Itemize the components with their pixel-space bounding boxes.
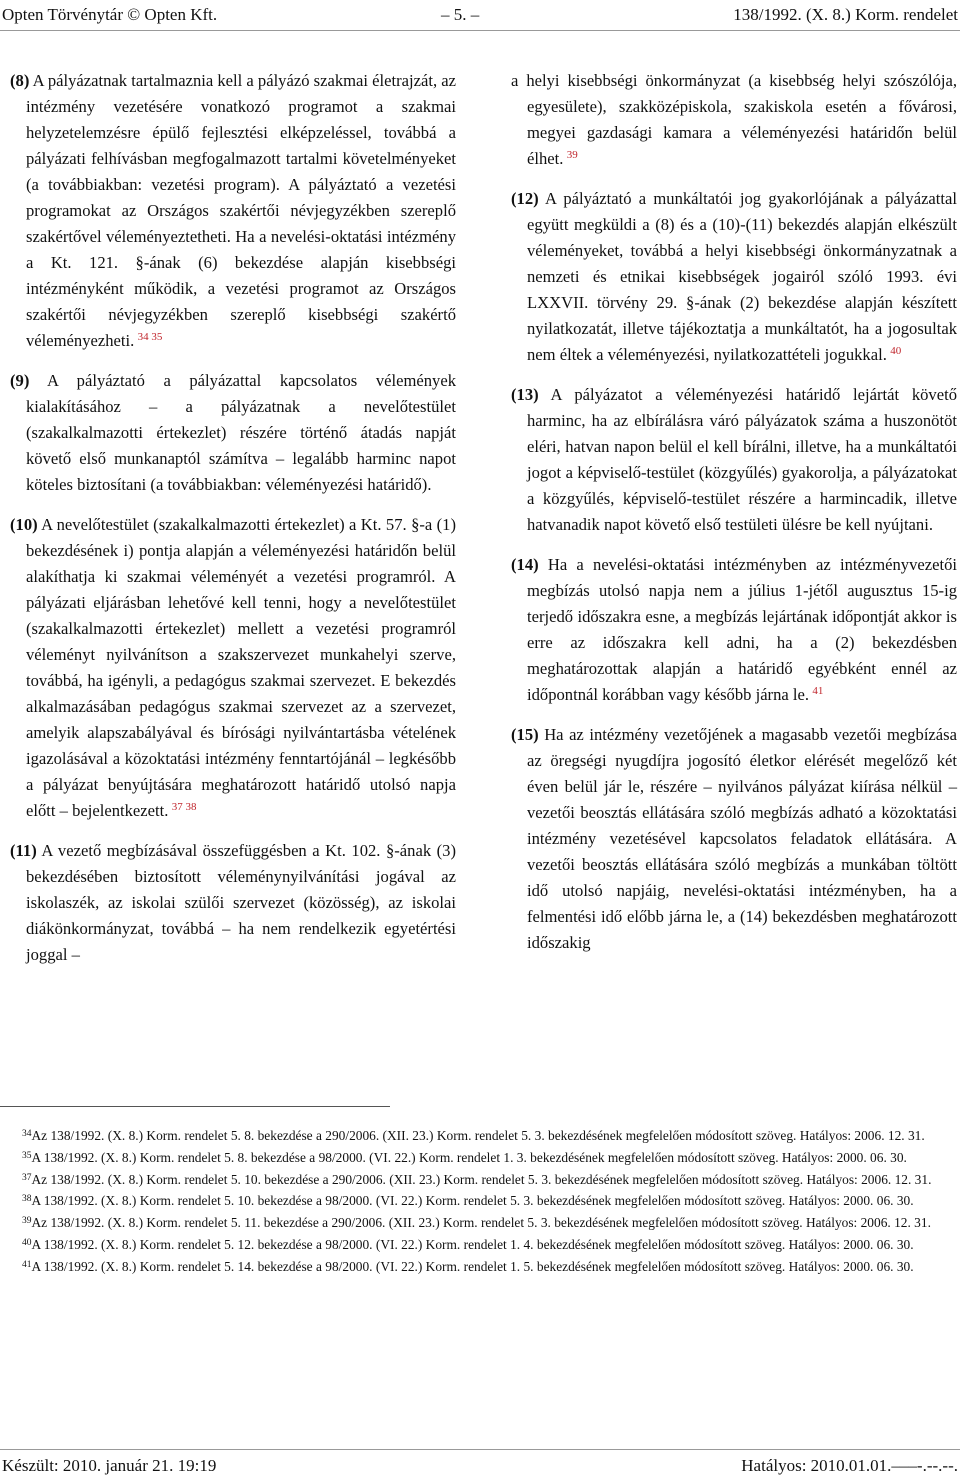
footnote-number: 41 (22, 1259, 32, 1270)
footnote-number: 38 (22, 1194, 32, 1205)
paragraph (511, 68, 957, 172)
footnote-number: 34 (22, 1129, 32, 1139)
paragraph-text: A nevelőtestület (szakalkalmazotti értekezlet) a Kt. 57. §-a (1) bekezdésének i) pontja alapján a véleményezési határidőn belül alakíthatja ki szakmai véleményét a vezetési programról. A pályázati eljárásban lehetővé kell tenni, hogy a nevelőtestület (szakalkalmazotti értekezlet) mellett a vezetési programról véleményt nyilvánítson a szakszervezet munkahelyi szerve, továbbá, ha igényli, a pedagógus szakmai szervezet. E bekezdés alkalmazásában pedagógus szakmai szervezet az a szervezet, amelyik alapszabályával és bírósági nyilvántartásba vételének igazolásával a közoktatási intézmény fenntartójánál – legkésőbb a pályázat benyújtására meghatározott határidő utolsó napja előtt – bejelentkezett. (26, 515, 457, 820)
footnote-number: 37 (22, 1172, 32, 1183)
footnote-reference-link[interactable]: 37 38 (171, 801, 197, 813)
footnote-reference-link[interactable]: 40 (890, 345, 902, 357)
footnote-rule (0, 1106, 390, 1107)
paragraph (10, 368, 456, 498)
paragraph-number: (14) (511, 555, 539, 574)
paragraph (10, 68, 456, 354)
footnote-reference-link[interactable]: 34 35 (137, 331, 163, 343)
footnote-text: Az 138/1992. (X. 8.) Korm. rendelet 5. 10. bekezdése a 290/2006. (XII. 23.) Korm. rendelet 5. 3. bekezdésének megfelelően módosított szöveg. Hatályos: 2006. 12. 31. (31, 1171, 932, 1187)
paragraph-number: (10) (10, 515, 38, 534)
paragraph-text: A pályázatot a véleményezési határidő lejártát követő harminc, ha az elbírálásra váró pályázatok száma a huszonötöt eléri, hatvan napon belül el kell bírálni, illetve, ha a munkáltatói jogot a képviselő-testület (közgyűlés) gyakorolja, a pályázatokat a közgyűlés, képviselő-testület részére a harmincadik, illetve hatvanadik napot követő első testületi ülésre be kell nyújtani. (527, 385, 958, 534)
footnote (2, 1150, 957, 1166)
paragraph (511, 382, 957, 538)
header-rule (0, 30, 960, 31)
paragraph-number: (13) (511, 385, 539, 404)
paragraph (10, 512, 456, 824)
paragraph (511, 186, 957, 368)
footnote-text: A 138/1992. (X. 8.) Korm. rendelet 5. 8. bekezdése a 98/2000. (VI. 22.) Korm. rendelet 1. 3. bekezdésének megfelelően módosított szöveg. Hatályos: 2000. 06. 30. (31, 1149, 907, 1165)
footnote (2, 1128, 957, 1144)
header-document-title: 138/1992. (X. 8.) Korm. rendelet (733, 5, 958, 24)
footnote-text: A 138/1992. (X. 8.) Korm. rendelet 5. 10. bekezdése a 98/2000. (VI. 22.) Korm. rendelet 5. 3. bekezdésének megfelelően módosított szöveg. Hatályos: 2000. 06. 30. (31, 1193, 914, 1209)
footnote-reference-link[interactable]: 41 (812, 685, 824, 697)
footnote (2, 1172, 957, 1188)
footnote-text: A 138/1992. (X. 8.) Korm. rendelet 5. 14. bekezdése a 98/2000. (VI. 22.) Korm. rendelet 1. 5. bekezdésének megfelelően módosított szöveg. Hatályos: 2000. 06. 30. (31, 1258, 914, 1274)
paragraph-text: A pályáztató a pályázattal kapcsolatos vélemények kialakításához – a pályázatnak a nevelőtestület (szakalkalmazotti értekezlet) részére történő átadás napját követő első munkanaptól számítva – legalább harminc napot köteles biztosítani (a továbbiakban: véleményezési határidő). (26, 371, 456, 494)
footnote (2, 1215, 957, 1231)
footnote-number: 39 (22, 1216, 32, 1227)
paragraph-number: (12) (511, 189, 539, 208)
footnotes (2, 1128, 957, 1281)
paragraph-number: (11) (10, 841, 37, 860)
footnote-text: A 138/1992. (X. 8.) Korm. rendelet 5. 12. bekezdése a 98/2000. (VI. 22.) Korm. rendelet 1. 4. bekezdésének megfelelően módosított szöveg. Hatályos: 2000. 06. 30. (31, 1236, 914, 1252)
footnote (2, 1259, 957, 1275)
paragraph-text: Ha az intézmény vezetőjének a magasabb vezetői megbízása az öregségi nyugdíjra jogosító életkor elérését megelőző két éven belül jár le, részére – nyilvános pályázat kiírása nélkül – vezetői beosztás ellátására szóló megbízás adható a közoktatási intézmény vezetésével kapcsolatos feladatok ellátására. A vezetői beosztás ellátására szóló megbízás a munkában töltött idő utolsó napjáig, nevelési-oktatási intézményben, ha a felmentési idő előbb járna le, a (14) bekezdésben meghatározott időszakig (527, 725, 957, 952)
footer-rule (0, 1449, 960, 1450)
right-column (511, 68, 957, 956)
page-footer (0, 1453, 960, 1479)
paragraph-text: a helyi kisebbségi önkormányzat (a kisebbség helyi szószólója, egyesülete), szakközépiskola, szakiskola esetén a fővárosi, megyei gazdasági kamara a véleményezési határidőn belül élhet. (511, 71, 957, 168)
paragraph-number: (9) (10, 371, 30, 390)
paragraph-text: A pályázatnak tartalmaznia kell a pályázó szakmai életrajzát, az intézmény vezetésére vonatkozó programot a szakmai helyzetelemzésre épülő fejlesztési elképzeléssel, továbbá a pályázati felhívásban megfogalmazott tartalmi követelményeket (a továbbiakban: vezetési program). A pályáztató a vezetési programokat az Országos szakértői névjegyzékben szereplő szakértővel véleményeztetheti. Ha a nevelési-oktatási intézmény a Kt. 121. §-ának (6) bekezdése alapján kisebbségi intézményként működik, a vezetési programot az Országos szakértői névjegyzékben szereplő kisebbségi szakértő véleményezheti. (26, 71, 457, 350)
footnote-text: Az 138/1992. (X. 8.) Korm. rendelet 5. 11. bekezdése a 290/2006. (XII. 23.) Korm. rendelet 5. 3. bekezdésének megfelelően módosított szöveg. Hatályos: 2006. 12. 31. (31, 1215, 931, 1231)
paragraph (511, 552, 957, 708)
paragraph-number: (8) (10, 71, 30, 90)
header-page-number: – 5. – (441, 5, 480, 24)
footnote-text: Az 138/1992. (X. 8.) Korm. rendelet 5. 8. bekezdése a 290/2006. (XII. 23.) Korm. rendelet 5. 3. bekezdésének megfelelően módosított szöveg. Hatályos: 2006. 12. 31. (31, 1128, 925, 1143)
footnote-number: 35 (22, 1150, 32, 1161)
footnote-number: 40 (22, 1237, 32, 1248)
paragraph-text: Ha a nevelési-oktatási intézményben az intézményvezetői megbízás utolsó napja nem a július 1-jétől augusztus 15-ig terjedő időszakra esne, a megbízás lejártának időpontját akkor is erre az időszakra kell adni, ha a (2) bekezdésben meghatározottak alapján a határidő egyébként ennél az időpontnál korábban vagy később járna le. (527, 555, 957, 704)
footer-effective: Hatályos: 2010.01.01.–––-.--.--. (741, 1456, 958, 1475)
page-header (0, 0, 960, 30)
footnote (2, 1237, 957, 1253)
paragraph-text: A vezető megbízásával összefüggésben a Kt. 102. §-ának (3) bekezdésében biztosított véleménynyilvánítási jogával az iskolaszék, az iskolai szülői szervezet (közösség), az iskolai diákönkormányzat, továbbá – ha nem rendelkezik egyetértési joggal – (26, 841, 456, 964)
paragraph-text: A pályáztató a munkáltatói jog gyakorlójának a pályázattal együtt megküldi a (8) és a (10)-(11) bekezdés alapján elkészült véleményeket, továbbá a helyi kisebbségi önkormányzatnak a nemzeti és etnikai kisebbségek jogairól szóló 1993. évi LXXVII. törvény 29. §-ának (2) bekezdése alapján készített nyilatkozatát, illetve tájékoztatja a munkáltatót, ha a jogosultak nem éltek a véleményezési, nyilatkozattételi jogukkal. (527, 189, 957, 364)
paragraph (10, 838, 456, 968)
footnote-reference-link[interactable]: 39 (566, 149, 578, 161)
paragraph (511, 722, 957, 956)
paragraph-number: (15) (511, 725, 539, 744)
footer-created: Készült: 2010. január 21. 19:19 (2, 1456, 217, 1475)
footnote (2, 1193, 957, 1209)
header-publisher: Opten Törvénytár © Opten Kft. (2, 5, 218, 24)
left-column (10, 68, 456, 968)
